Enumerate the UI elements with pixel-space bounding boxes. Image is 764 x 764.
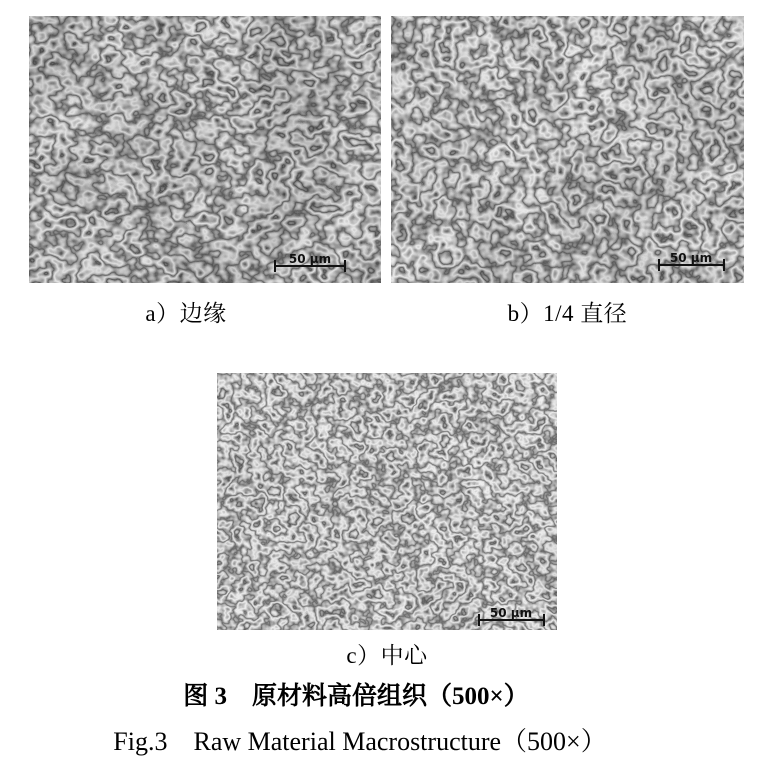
figure-caption-chinese: 图 3 原材料高倍组织（500×）: [183, 683, 529, 710]
scale-bar-label-c: 50 μm: [489, 606, 533, 620]
panel-label-a: a）边缘: [145, 301, 227, 326]
micrograph-c: [217, 373, 557, 630]
panel-label-c: c）中心: [346, 643, 428, 668]
micrograph-a: [29, 16, 381, 283]
figure-caption-english: Fig.3 Raw Material Macrostructure（500×）: [113, 727, 607, 756]
micrograph-texture-a: [29, 16, 381, 283]
micrograph-texture-b: [391, 16, 744, 283]
panel-label-b: b）1/4 直径: [507, 301, 628, 326]
micrograph-panel-b: [391, 16, 744, 283]
micrograph-panel-a: [29, 16, 381, 283]
micrograph-panel-c: [217, 373, 557, 630]
micrograph-b: [391, 16, 744, 283]
micrograph-texture-c: [217, 373, 557, 630]
scale-bar-label-b: 50 μm: [669, 251, 713, 265]
scale-bar-label-a: 50 μm: [288, 252, 332, 266]
